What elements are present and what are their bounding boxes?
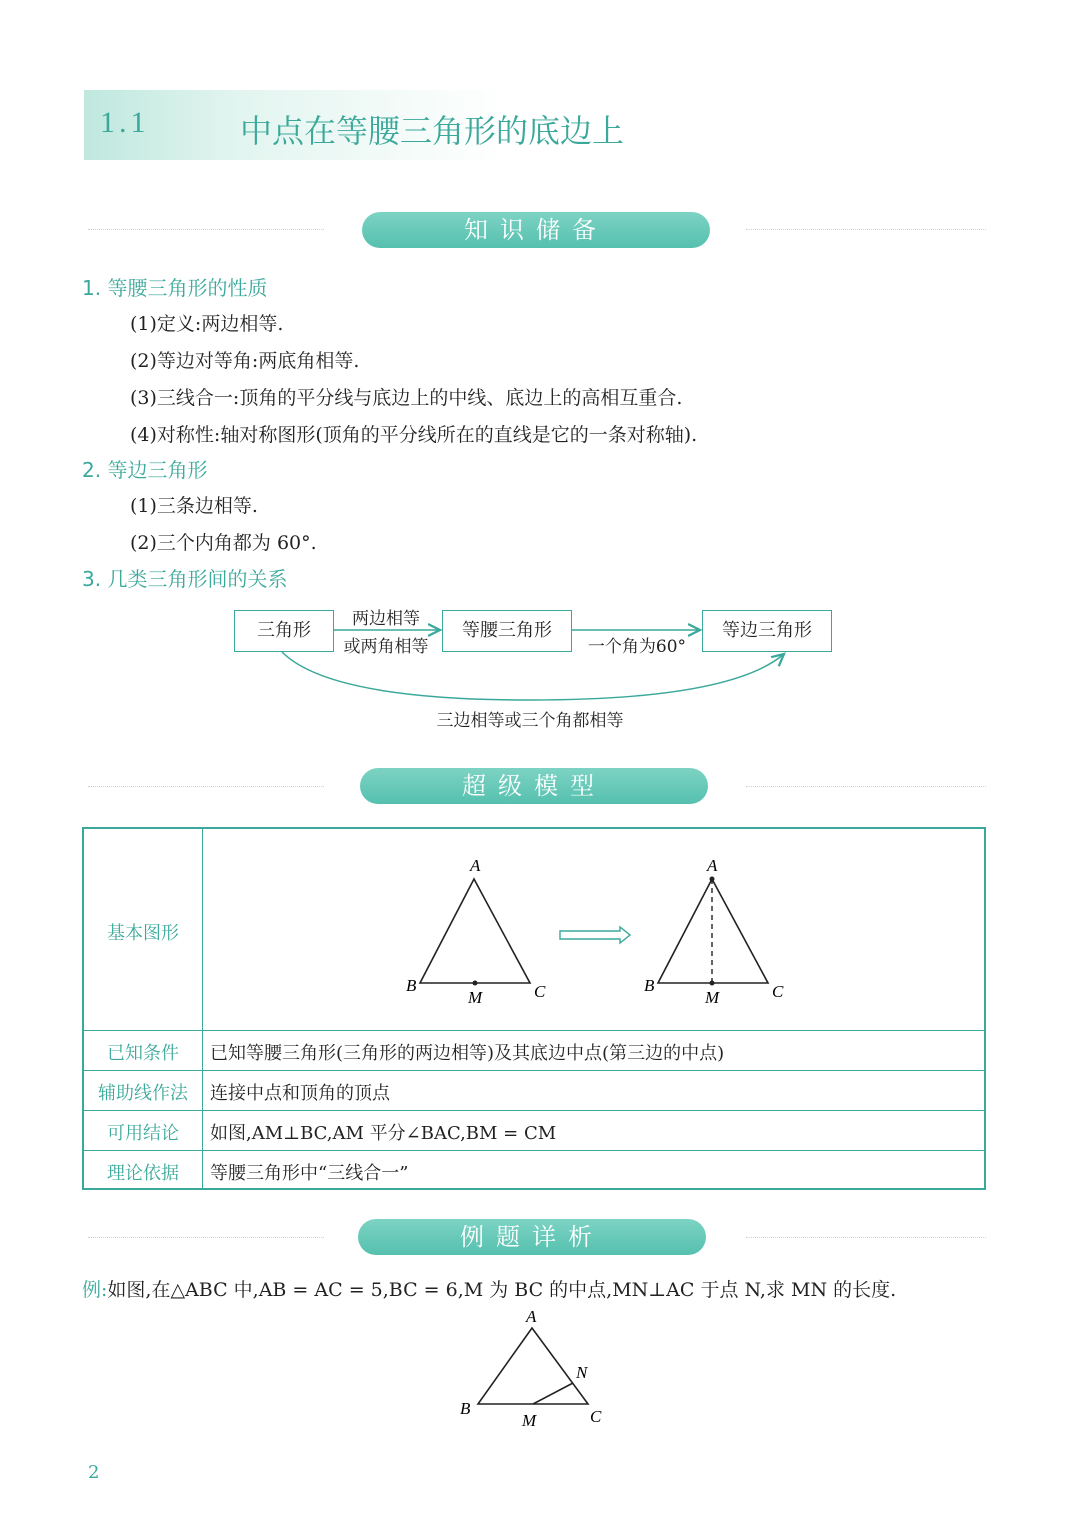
knowledge-item: (1)定义:两边相等. (130, 313, 284, 335)
flow-label-1b: 或两角相等 (343, 637, 429, 657)
vertex-dot (710, 877, 715, 882)
knowledge-item: (3)三线合一:顶角的平分线与底边上的中线、底边上的高相互重合. (130, 387, 683, 409)
label-B: B (460, 1399, 471, 1418)
knowledge-heading-3: 3. 几类三角形间的关系 (82, 567, 288, 591)
label-M: M (468, 988, 483, 1007)
table-cell-conclusion: 如图,AM⊥BC,AM 平分∠BAC,BM = CM (210, 1123, 557, 1144)
label-C: C (772, 982, 784, 1001)
flow-label-1a: 两边相等 (352, 609, 420, 629)
label-A: A (526, 1307, 537, 1326)
table-head-auxiliary: 辅助线作法 (98, 1083, 188, 1104)
label-N: N (576, 1363, 588, 1382)
knowledge-heading-1: 1. 等腰三角形的性质 (82, 276, 268, 300)
divider-line (746, 786, 986, 787)
example-figure (440, 1306, 640, 1436)
table-head-conclusion: 可用结论 (107, 1123, 179, 1144)
curved-arrow (282, 652, 784, 700)
example-text (82, 1275, 896, 1302)
label-C: C (534, 982, 546, 1001)
table-head-given: 已知条件 (107, 1043, 179, 1064)
midpoint-dot (473, 981, 478, 986)
section-number: 1.1 (100, 106, 150, 139)
table-divider (84, 1110, 984, 1111)
divider-line (746, 1237, 986, 1238)
example-body: 如图,在△ABC 中,AB = AC = 5,BC = 6,M 为 BC 的中点,MN⊥AC 于点 N,求 MN 的长度. (107, 1279, 897, 1301)
midpoint-dot (710, 981, 715, 986)
banner-model: 超级模型 (360, 768, 708, 804)
segment-MN (533, 1383, 573, 1404)
model-table (82, 827, 986, 1190)
triangle-relation-diagram (0, 0, 1080, 760)
divider-line (88, 786, 324, 787)
label-M: M (705, 988, 720, 1007)
banner-knowledge: 知识储备 (362, 212, 710, 248)
example-triangle (478, 1328, 588, 1404)
knowledge-item: (1)三条边相等. (130, 495, 258, 517)
flow-box-isosceles: 等腰三角形 (442, 610, 572, 652)
label-B: B (406, 976, 417, 995)
table-divider (84, 1030, 984, 1031)
basic-figure (384, 849, 824, 1029)
knowledge-item: (4)对称性:轴对称图形(顶角的平分线所在的直线是它的一条对称轴). (130, 424, 698, 446)
flow-box-equilateral: 等边三角形 (702, 610, 832, 652)
flow-label-2: 一个角为60° (587, 637, 687, 657)
label-C: C (590, 1407, 602, 1426)
table-cell-auxiliary: 连接中点和顶角的顶点 (210, 1083, 390, 1104)
example-prefix: 例: (82, 1279, 108, 1301)
label-A: A (707, 856, 718, 875)
triangle-left (420, 879, 530, 983)
table-divider (84, 1150, 984, 1151)
knowledge-item: (2)等边对等角:两底角相等. (130, 350, 360, 372)
divider-line (88, 1237, 324, 1238)
label-M: M (522, 1411, 537, 1430)
flow-box-triangle: 三角形 (234, 610, 334, 652)
transform-arrow (560, 927, 630, 943)
table-cell-given: 已知等腰三角形(三角形的两边相等)及其底边中点(第三边的中点) (210, 1043, 725, 1064)
table-cell-theory: 等腰三角形中“三线合一” (210, 1163, 409, 1184)
table-divider (84, 1070, 984, 1071)
knowledge-heading-2: 2. 等边三角形 (82, 458, 208, 482)
section-title: 中点在等腰三角形的底边上 (240, 112, 625, 150)
triangle-right (658, 879, 768, 983)
banner-example: 例题详析 (358, 1219, 706, 1255)
knowledge-item: (2)三个内角都为 60°. (130, 532, 317, 554)
flow-label-curve: 三边相等或三个角都相等 (436, 711, 624, 731)
page-number: 2 (88, 1462, 100, 1483)
label-A: A (470, 856, 481, 875)
table-head-theory: 理论依据 (107, 1163, 179, 1184)
table-divider (202, 829, 203, 1188)
label-B: B (644, 976, 655, 995)
table-head-figure: 基本图形 (107, 923, 179, 944)
